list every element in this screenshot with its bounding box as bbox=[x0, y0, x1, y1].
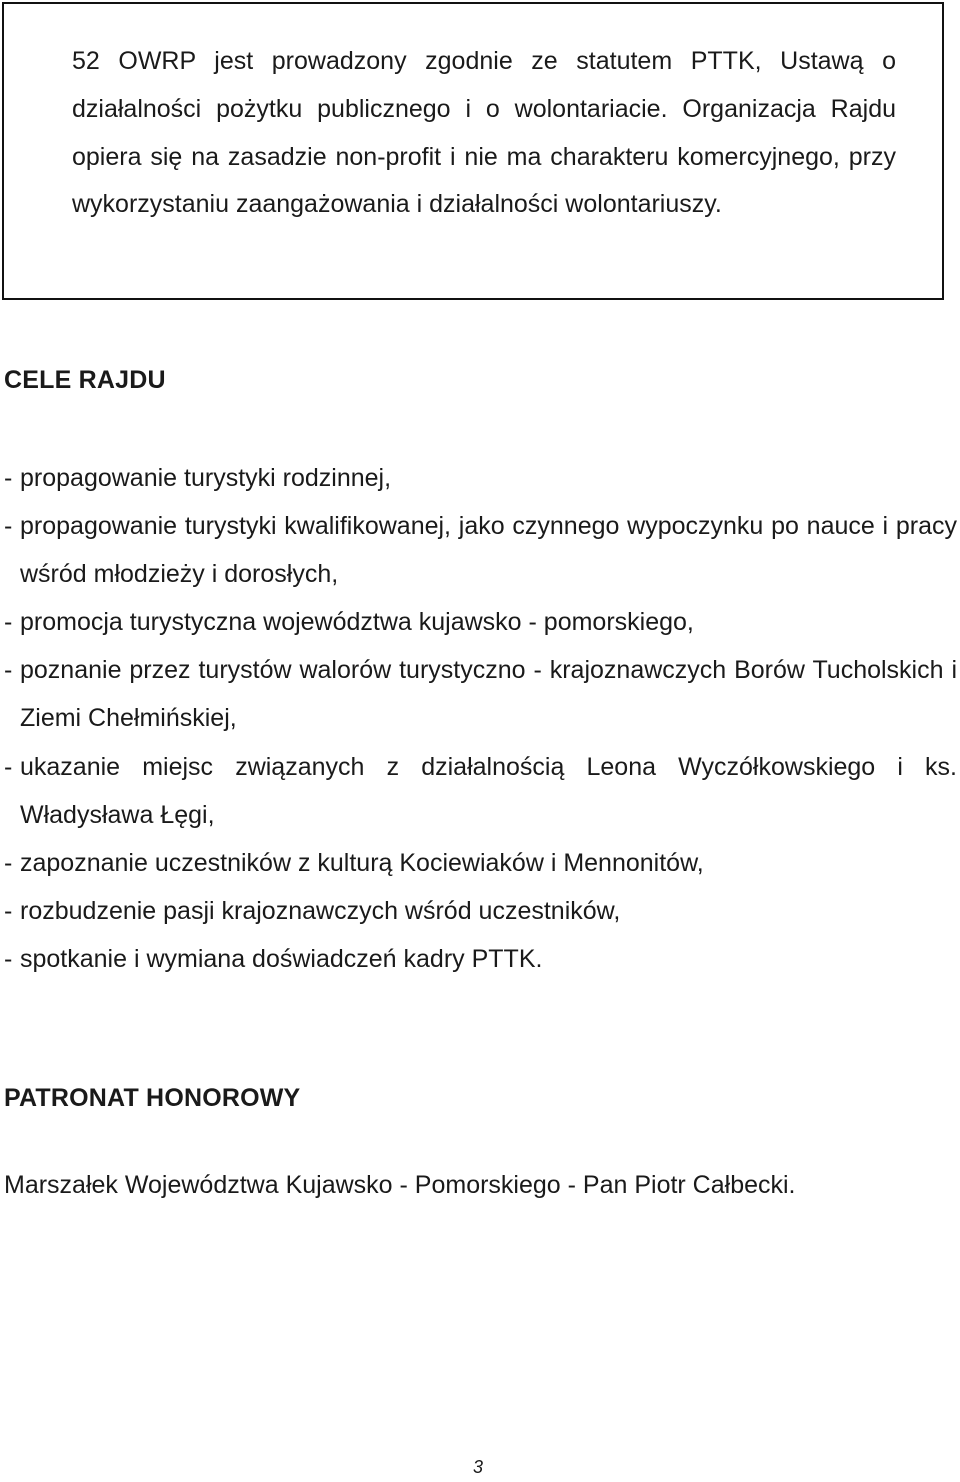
goal-dash: - bbox=[4, 848, 13, 877]
goal-dash: - bbox=[4, 464, 13, 492]
goal-item bbox=[4, 646, 957, 742]
goal-dash: - bbox=[4, 656, 13, 685]
page-number: 3 bbox=[473, 1457, 484, 1477]
goal-text: rozbudzenie pasji krajoznawczych wśród uczestników, bbox=[20, 896, 621, 925]
goals-heading: CELE RAJDU bbox=[4, 366, 166, 394]
goal-text: promocja turystyczna województwa kujawsko - pomorskiego, bbox=[20, 608, 694, 637]
patronage-text: Marszałek Województwa Kujawsko - Pomorskiego - Pan Piotr Całbecki. bbox=[4, 1171, 796, 1199]
goal-item bbox=[4, 454, 957, 502]
goal-item bbox=[4, 935, 957, 983]
goal-text: propagowanie turystyki kwalifikowanej, jako czynnego wypoczynku po nauce i pracy wśród młodzieży i dorosłych, bbox=[20, 512, 957, 589]
goal-text: poznanie przez turystów walorów turystyczno - krajoznawczych Borów Tucholskich i Ziemi Chełmińskiej, bbox=[20, 656, 957, 733]
goal-item bbox=[4, 743, 957, 839]
goal-dash: - bbox=[4, 944, 13, 973]
goal-text: zapoznanie uczestników z kulturą Kociewiaków i Mennonitów, bbox=[20, 848, 704, 877]
goals-list bbox=[4, 454, 957, 983]
goal-dash: - bbox=[4, 896, 13, 925]
goal-text: spotkanie i wymiana doświadczeń kadry PTTK. bbox=[20, 944, 543, 973]
goal-dash: - bbox=[4, 752, 13, 781]
goal-item bbox=[4, 598, 957, 646]
goal-item bbox=[4, 502, 957, 598]
goal-dash: - bbox=[4, 608, 13, 637]
goal-text: propagowanie turystyki rodzinnej, bbox=[20, 464, 392, 492]
goal-item bbox=[4, 887, 957, 935]
intro-paragraph: 52 OWRP jest prowadzony zgodnie ze statutem PTTK, Ustawą o działalności pożytku publicznego i o wolontariacie. Organizacja Rajdu opiera się na zasadzie non-profit i nie ma charakteru komercyjnego, przy wykorzystaniu zaangażowania i działalności wolontariuszy. bbox=[72, 47, 896, 219]
goal-dash: - bbox=[4, 512, 13, 541]
goal-text: ukazanie miejsc związanych z działalnością Leona Wyczółkowskiego i ks. Władysława Łęgi, bbox=[20, 752, 957, 829]
patronage-heading: PATRONAT HONOROWY bbox=[4, 1084, 301, 1112]
goal-item bbox=[4, 839, 957, 887]
